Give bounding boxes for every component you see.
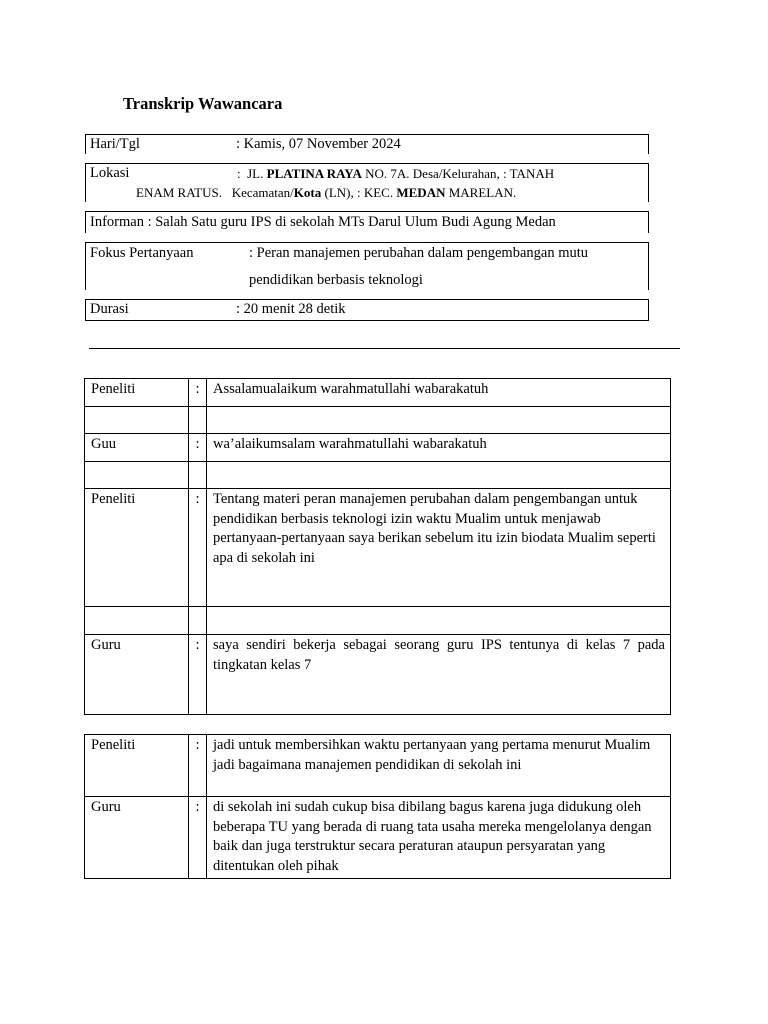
location-ln: (LN), : KEC.	[324, 185, 394, 200]
speaker-cell: Peneliti	[85, 489, 189, 607]
separator-line	[89, 348, 680, 349]
colon-cell: :	[189, 489, 207, 607]
table-row	[85, 489, 671, 607]
spacer-row	[85, 462, 671, 489]
location-marelan: MARELAN.	[448, 185, 517, 200]
document-title: Transkrip Wawancara	[123, 94, 283, 113]
speaker-cell: Guru	[85, 635, 189, 715]
transcript-table-2	[84, 734, 671, 879]
colon-cell: :	[189, 735, 207, 797]
spacer-row	[85, 407, 671, 434]
transcript-table-1	[84, 378, 671, 715]
header-focus-box	[85, 242, 649, 290]
location-colon: :	[237, 166, 241, 181]
informant-text: Informan : Salah Satu guru IPS di sekolah MTs Darul Ulum Budi Agung Medan	[90, 214, 556, 230]
spacer-row	[85, 607, 671, 635]
speaker-cell: Peneliti	[85, 379, 189, 407]
speaker-cell: Peneliti	[85, 735, 189, 797]
colon-cell: :	[189, 797, 207, 879]
header-duration-box	[85, 299, 649, 321]
duration-value: : 20 menit 28 detik	[236, 301, 346, 317]
duration-label: Durasi	[90, 301, 129, 317]
colon-cell: :	[189, 379, 207, 407]
location-enam-ratus: ENAM RATUS.	[136, 185, 222, 200]
table-row	[85, 735, 671, 797]
date-label: Hari/Tgl	[90, 136, 140, 152]
table-row	[85, 635, 671, 715]
location-number: NO. 7A. Desa/Kelurahan, : TANAH	[365, 166, 555, 181]
location-kota: Kota	[293, 185, 322, 200]
utterance-cell: di sekolah ini sudah cukup bisa dibilang bagus karena juga didukung oleh beberapa TU yang berada di ruang tata usaha mereka mengelolanya dengan baik dan juga terstruktur secara peraturan ataupun persyaratan yang ditentukan oleh pihak	[207, 797, 671, 879]
utterance-cell: Assalamualaikum warahmatullahi wabarakatuh	[207, 379, 671, 407]
colon-cell: :	[189, 635, 207, 715]
speaker-cell: Guu	[85, 434, 189, 462]
location-line-1	[237, 166, 554, 182]
utterance-cell: Tentang materi peran manajemen perubahan dalam pengembangan untuk pendidikan berbasis teknologi izin waktu Mualim untuk menjawab pertanyaan-pertanyaan saya berikan sebelum itu izin biodata Mualim seperti apa di sekolah ini	[207, 489, 671, 607]
focus-label: Fokus Pertanyaan	[90, 245, 194, 261]
speaker-cell: Guru	[85, 797, 189, 879]
table-row	[85, 797, 671, 879]
location-jl: JL.	[247, 166, 264, 181]
header-location-box	[85, 163, 649, 202]
location-label: Lokasi	[90, 165, 130, 181]
location-medan: MEDAN	[396, 185, 446, 200]
location-street: PLATINA RAYA	[266, 166, 362, 181]
location-kecamatan: Kecamatan/	[231, 185, 294, 200]
utterance-cell: jadi untuk membersihkan waktu pertanyaan yang pertama menurut Mualim jadi bagaimana manajemen pendidikan di sekolah ini	[207, 735, 671, 797]
focus-line-1: : Peran manajemen perubahan dalam pengembangan mutu	[249, 245, 589, 261]
location-line-2	[136, 185, 516, 201]
utterance-cell: saya sendiri bekerja sebagai seorang guru IPS tentunya di kelas 7 pada tingkatan kelas 7	[207, 635, 671, 715]
table-row	[85, 379, 671, 407]
date-value: : Kamis, 07 November 2024	[236, 136, 401, 152]
focus-line-2: pendidikan berbasis teknologi	[249, 272, 423, 288]
header-informant-box	[85, 211, 649, 233]
utterance-cell: wa’alaikumsalam warahmatullahi wabarakatuh	[207, 434, 671, 462]
colon-cell: :	[189, 434, 207, 462]
table-row	[85, 434, 671, 462]
header-date-box	[85, 134, 649, 154]
